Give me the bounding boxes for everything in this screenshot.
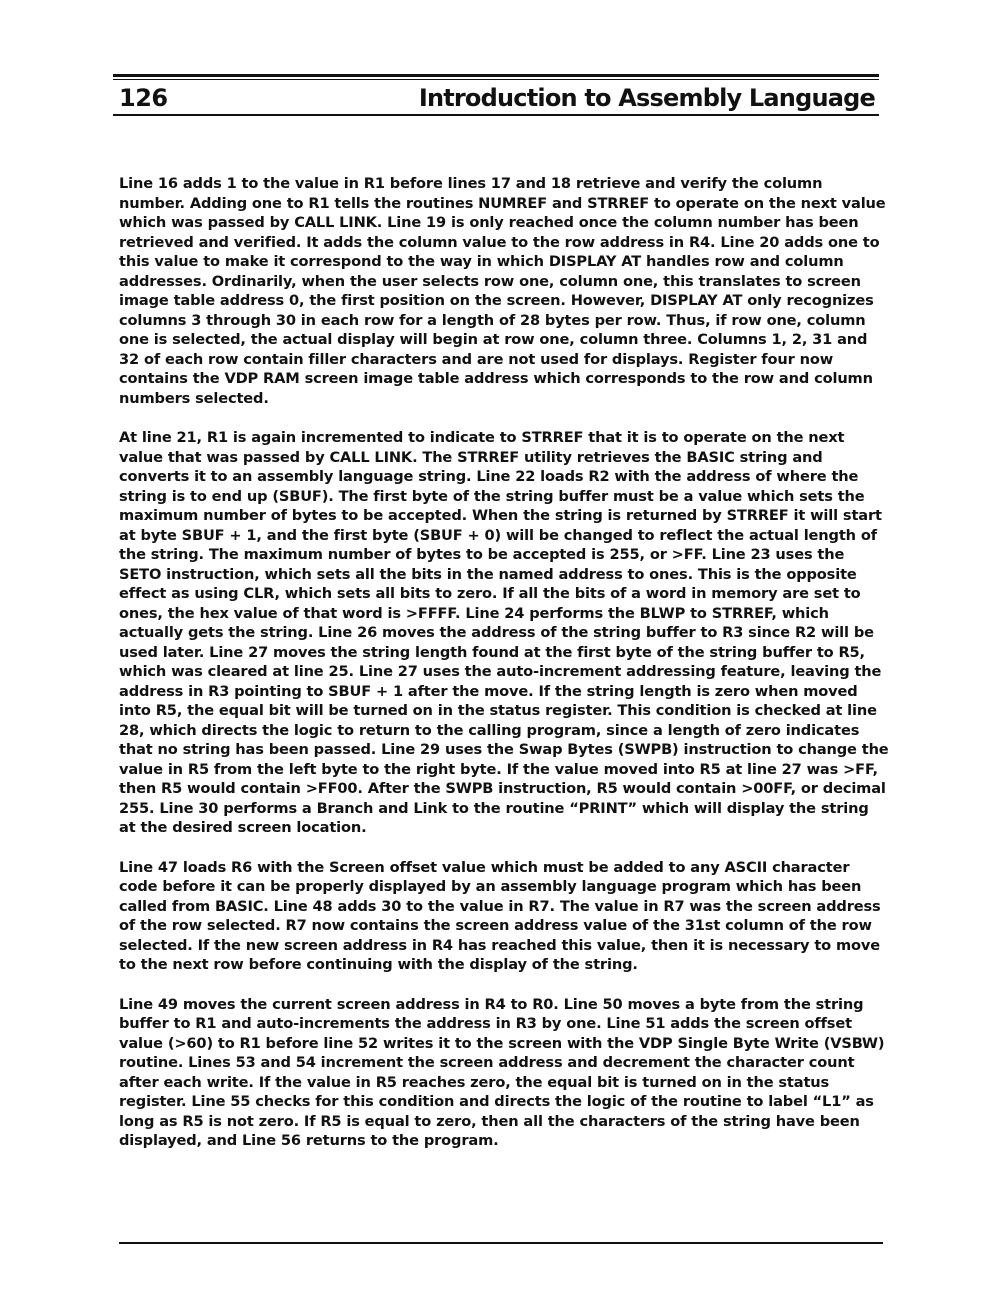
body-text bbox=[119, 174, 889, 1171]
page-header bbox=[113, 74, 879, 116]
paragraph-2: At line 21, R1 is again incremented to indicate to STRREF that it is to operate on the next value that was passed by CALL LINK. The STRREF utility retrieves the BASIC string and converts it to an assembly language string. Line 22 loads R2 with the address of where the string is to end up (SBUF). The first byte of the string buffer must be a value which sets the maximum number of bytes to be accepted. When the string is returned by STRREF it will start at byte SBUF + 1, and the first byte (SBUF + 0) will be changed to reflect the actual length of the string. The maximum number of bytes to be accepted is 255, or >FF. Line 23 uses the SETO instruction, which sets all the bits in the named address to ones. This is the opposite effect as using CLR, which sets all bits to zero. If all the bits of a word in memory are set to ones, the hex value of that word is >FFFF. Line 24 performs the BLWP to STRREF, which actually gets the string. Line 26 moves the address of the string buffer to R3 since R2 will be used later. Line 27 moves the string length found at the first byte of the string buffer to R5, which was cleared at line 25. Line 27 uses the auto-increment addressing feature, leaving the address in R3 pointing to SBUF + 1 after the move. If the string length is zero when moved into R5, the equal bit will be turned on in the status register. This condition is checked at line 28, which directs the logic to return to the calling program, since a length of zero indicates that no string has been passed. Line 29 uses the Swap Bytes (SWPB) instruction to change the value in R5 from the left byte to the right byte. If the value moved into R5 at line 27 was >FF, then R5 would contain >FF00. After the SWPB instruction, R5 would contain >00FF, or decimal 255. Line 30 performs a Branch and Link to the routine “PRINT” which will display the string at the desired screen location. bbox=[119, 429, 889, 836]
footer-rule bbox=[119, 1242, 883, 1244]
paragraph-3: Line 47 loads R6 with the Screen offset value which must be added to any ASCII character code before it can be properly displayed by an assembly language program which has been called from BASIC. Line 48 adds 30 to the value in R7. The value in R7 was the screen address of the row selected. R7 now contains the screen address value of the 31st column of the row selected. If the new screen address in R4 has reached this value, then it is necessary to move to the next row before continuing with the display of the string. bbox=[119, 858, 881, 973]
header-row bbox=[113, 82, 879, 116]
page-number: 126 bbox=[119, 84, 168, 112]
header-top-rule bbox=[113, 74, 879, 80]
running-title: Introduction to Assembly Language bbox=[418, 84, 875, 112]
paragraph-1: Line 16 adds 1 to the value in R1 before lines 17 and 18 retrieve and verify the column number. Adding one to R1 tells the routines NUMREF and STRREF to operate on the next value which was passed by CALL LINK. Line 19 is only reached once the column number has been retrieved and verified. It adds the column value to the row address in R4. Line 20 adds one to this value to make it correspond to the way in which DISPLAY AT handles row and column addresses. Ordinarily, when the user selects row one, column one, this translates to screen image table address 0, the first position on the screen. However, DISPLAY AT only recognizes columns 3 through 30 in each row for a length of 28 bytes per row. Thus, if row one, column one is selected, the actual display will begin at row one, column three. Columns 1, 2, 31 and 32 of each row contain filler characters and are not used for displays. Register four now contains the VDP RAM screen image table address which corresponds to the row and column numbers selected. bbox=[119, 175, 886, 407]
paragraph-4: Line 49 moves the current screen address in R4 to R0. Line 50 moves a byte from the string buffer to R1 and auto-increments the address in R3 by one. Line 51 adds the screen offset value (>60) to R1 before line 52 writes it to the screen with the VDP Single Byte Write (VSBW) routine. Lines 53 and 54 increment the screen address and decrement the character count after each write. If the value in R5 reaches zero, the equal bit is turned on in the status register. Line 55 checks for this condition and directs the logic of the routine to label “L1” as long as R5 is not zero. If R5 is equal to zero, then all the characters of the string have been displayed, and Line 56 returns to the program. bbox=[119, 995, 885, 1149]
